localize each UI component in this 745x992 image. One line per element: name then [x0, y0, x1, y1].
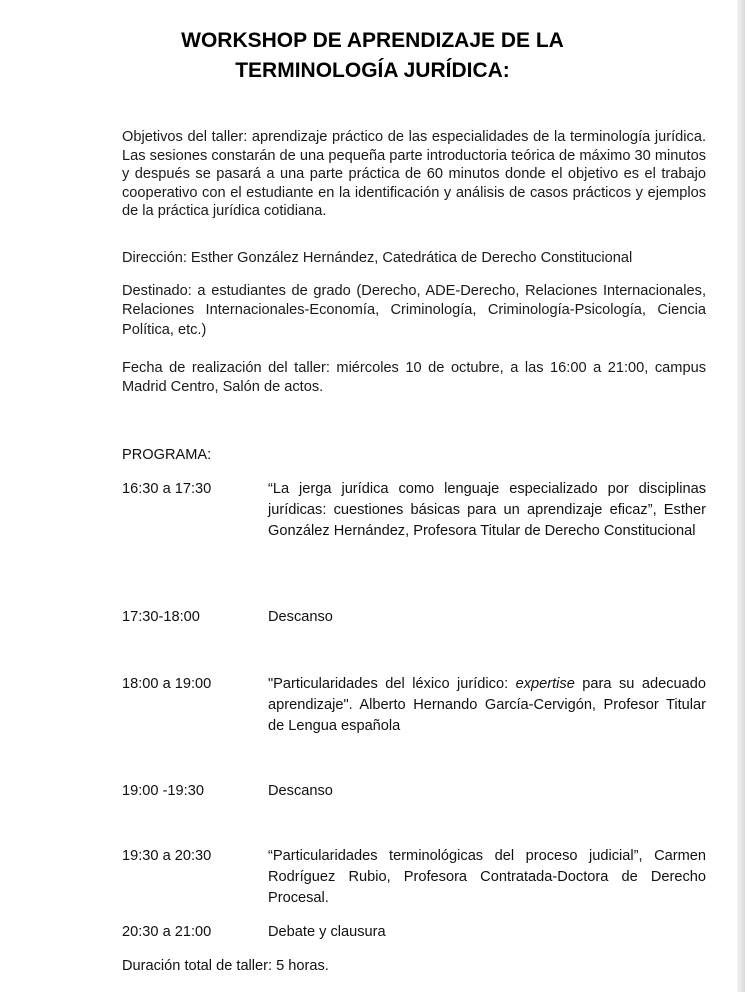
programa-desc: Descanso: [268, 783, 333, 799]
programa-desc-part: para su adecuado aprendizaje". Alberto Hernando García-Cervigón, Profesor Titular de Lengua española: [268, 676, 706, 734]
programa-desc: “Particularidades terminológicas del proceso judicial”, Carmen Rodríguez Rubio, Profesora Contratada-Doctora de Derecho Procesal.: [268, 848, 706, 906]
fecha-paragraph: Fecha de realización del taller: miércoles 10 de octubre, a las 16:00 a 21:00, campus Madrid Centro, Salón de actos.: [122, 360, 706, 396]
programa-time: 16:30 a 17:30: [122, 481, 212, 497]
programa-time: 17:30-18:00: [122, 609, 200, 625]
destinado-paragraph: Destinado: a estudiantes de grado (Derecho, ADE-Derecho, Relaciones Internacionales, Relaciones Internacionales-Economía, Criminología, Criminología-Psicología, Ciencia Política, etc.): [122, 283, 706, 338]
programa-desc: “La jerga jurídica como lenguaje especializado por disciplinas jurídicas: cuestiones básicas para un aprendizaje eficaz”, Esther González Hernández, Profesora Titular de Derecho Constitucional: [268, 481, 706, 539]
programa-time: 19:00 -19:30: [122, 783, 204, 799]
programa-desc: Descanso: [268, 609, 333, 625]
programa-desc-emphasis: expertise: [515, 676, 575, 692]
programa-desc: [268, 674, 706, 737]
programa-time: 19:30 a 20:30: [122, 848, 212, 864]
document-title: [0, 26, 745, 86]
programa-desc: Debate y clausura: [268, 924, 386, 940]
duracion-total: Duración total de taller: 5 horas.: [122, 958, 329, 974]
title-line-2: TERMINOLOGÍA JURÍDICA:: [235, 59, 510, 82]
programa-heading: PROGRAMA:: [122, 447, 212, 463]
programa-time: 20:30 a 21:00: [122, 924, 212, 940]
direccion-paragraph: Dirección: Esther González Hernández, Catedrática de Derecho Constitucional: [122, 250, 633, 266]
title-line-1: WORKSHOP DE APRENDIZAJE DE LA: [181, 29, 564, 52]
programa-time: 18:00 a 19:00: [122, 676, 212, 692]
objetivos-paragraph: Objetivos del taller: aprendizaje práctico de las especialidades de la terminología jurídica. Las sesiones constarán de una pequeña parte introductoria teórica de máximo 30 minutos y después se pasará a una parte práctica de 60 minutos donde el objetivo es el trabajo cooperativo con el estudiante en la identificación y análisis de casos prácticos y ejemplos de la práctica jurídica cotidiana.: [122, 129, 706, 219]
page-edge-shadow: [737, 0, 745, 992]
programa-desc-part: "Particularidades del léxico jurídico:: [268, 676, 516, 692]
